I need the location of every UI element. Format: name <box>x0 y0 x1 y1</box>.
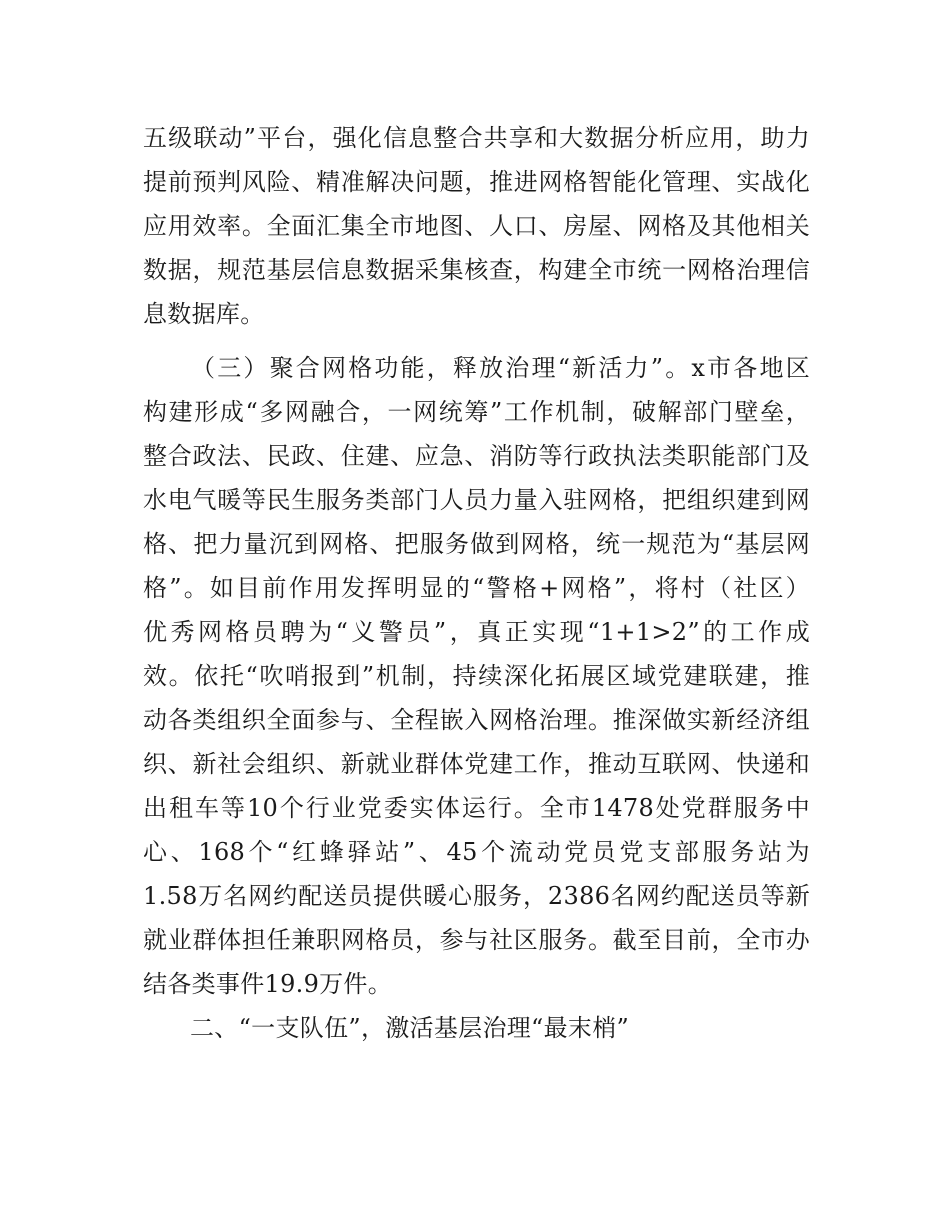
text-line: 构建形成“多网融合，一网统筹”工作机制，破解部门壁垒， <box>143 398 810 426</box>
text-line: 动各类组织全面参与、全程嵌入网格治理。推深做实新经济组 <box>143 706 810 734</box>
text-line: 格、把力量沉到网格、把服务做到网格，统一规范为“基层网 <box>143 530 810 558</box>
text-line: 格”。如目前作用发挥明显的“警格+网格”，将村（社区） <box>143 574 810 602</box>
text-line: 织、新社会组织、新就业群体党建工作，推动互联网、快递和 <box>143 750 810 778</box>
text-line: 息数据库。 <box>143 300 265 328</box>
text-line: 数据，规范基层信息数据采集核查，构建全市统一网格治理信 <box>143 256 810 284</box>
paragraph-platform <box>143 116 810 336</box>
text-line: 心、168个“红蜂驿站”、45个流动党员党支部服务站为 <box>143 838 810 866</box>
text-line: 1.58万名网约配送员提供暖心服务，2386名网约配送员等新 <box>143 882 810 910</box>
section-heading-text: 二、“一支队伍”，激活基层治理“最末梢” <box>190 1014 630 1042</box>
text-line: 提前预判风险、精准解决问题，推进网格智能化管理、实战化 <box>143 168 810 196</box>
text-line: 就业群体担任兼职网格员，参与社区服务。截至目前，全市办 <box>143 926 810 954</box>
text-line: 效。依托“吹哨报到”机制，持续深化拓展区域党建联建，推 <box>143 662 810 690</box>
text-line: 出租车等10个行业党委实体运行。全市1478处党群服务中 <box>143 794 810 822</box>
text-line: 整合政法、民政、住建、应急、消防等行政执法类职能部门及 <box>143 442 810 470</box>
section-heading-line: （三）聚合网格功能，释放治理“新活力”。x市各地区 <box>191 354 810 382</box>
text-line: 优秀网格员聘为“义警员”，真正实现“1+1>2”的工作成 <box>143 618 810 646</box>
paragraph-grid-functions <box>143 346 810 1006</box>
text-line: 水电气暖等民生服务类部门人员力量入驻网格，把组织建到网 <box>143 486 810 514</box>
text-line: 应用效率。全面汇集全市地图、人口、房屋、网格及其他相关 <box>143 212 810 240</box>
section-heading <box>190 1006 857 1050</box>
text-line: 结各类事件19.9万件。 <box>143 970 393 998</box>
text-line: 五级联动”平台，强化信息整合共享和大数据分析应用，助力 <box>143 124 810 152</box>
